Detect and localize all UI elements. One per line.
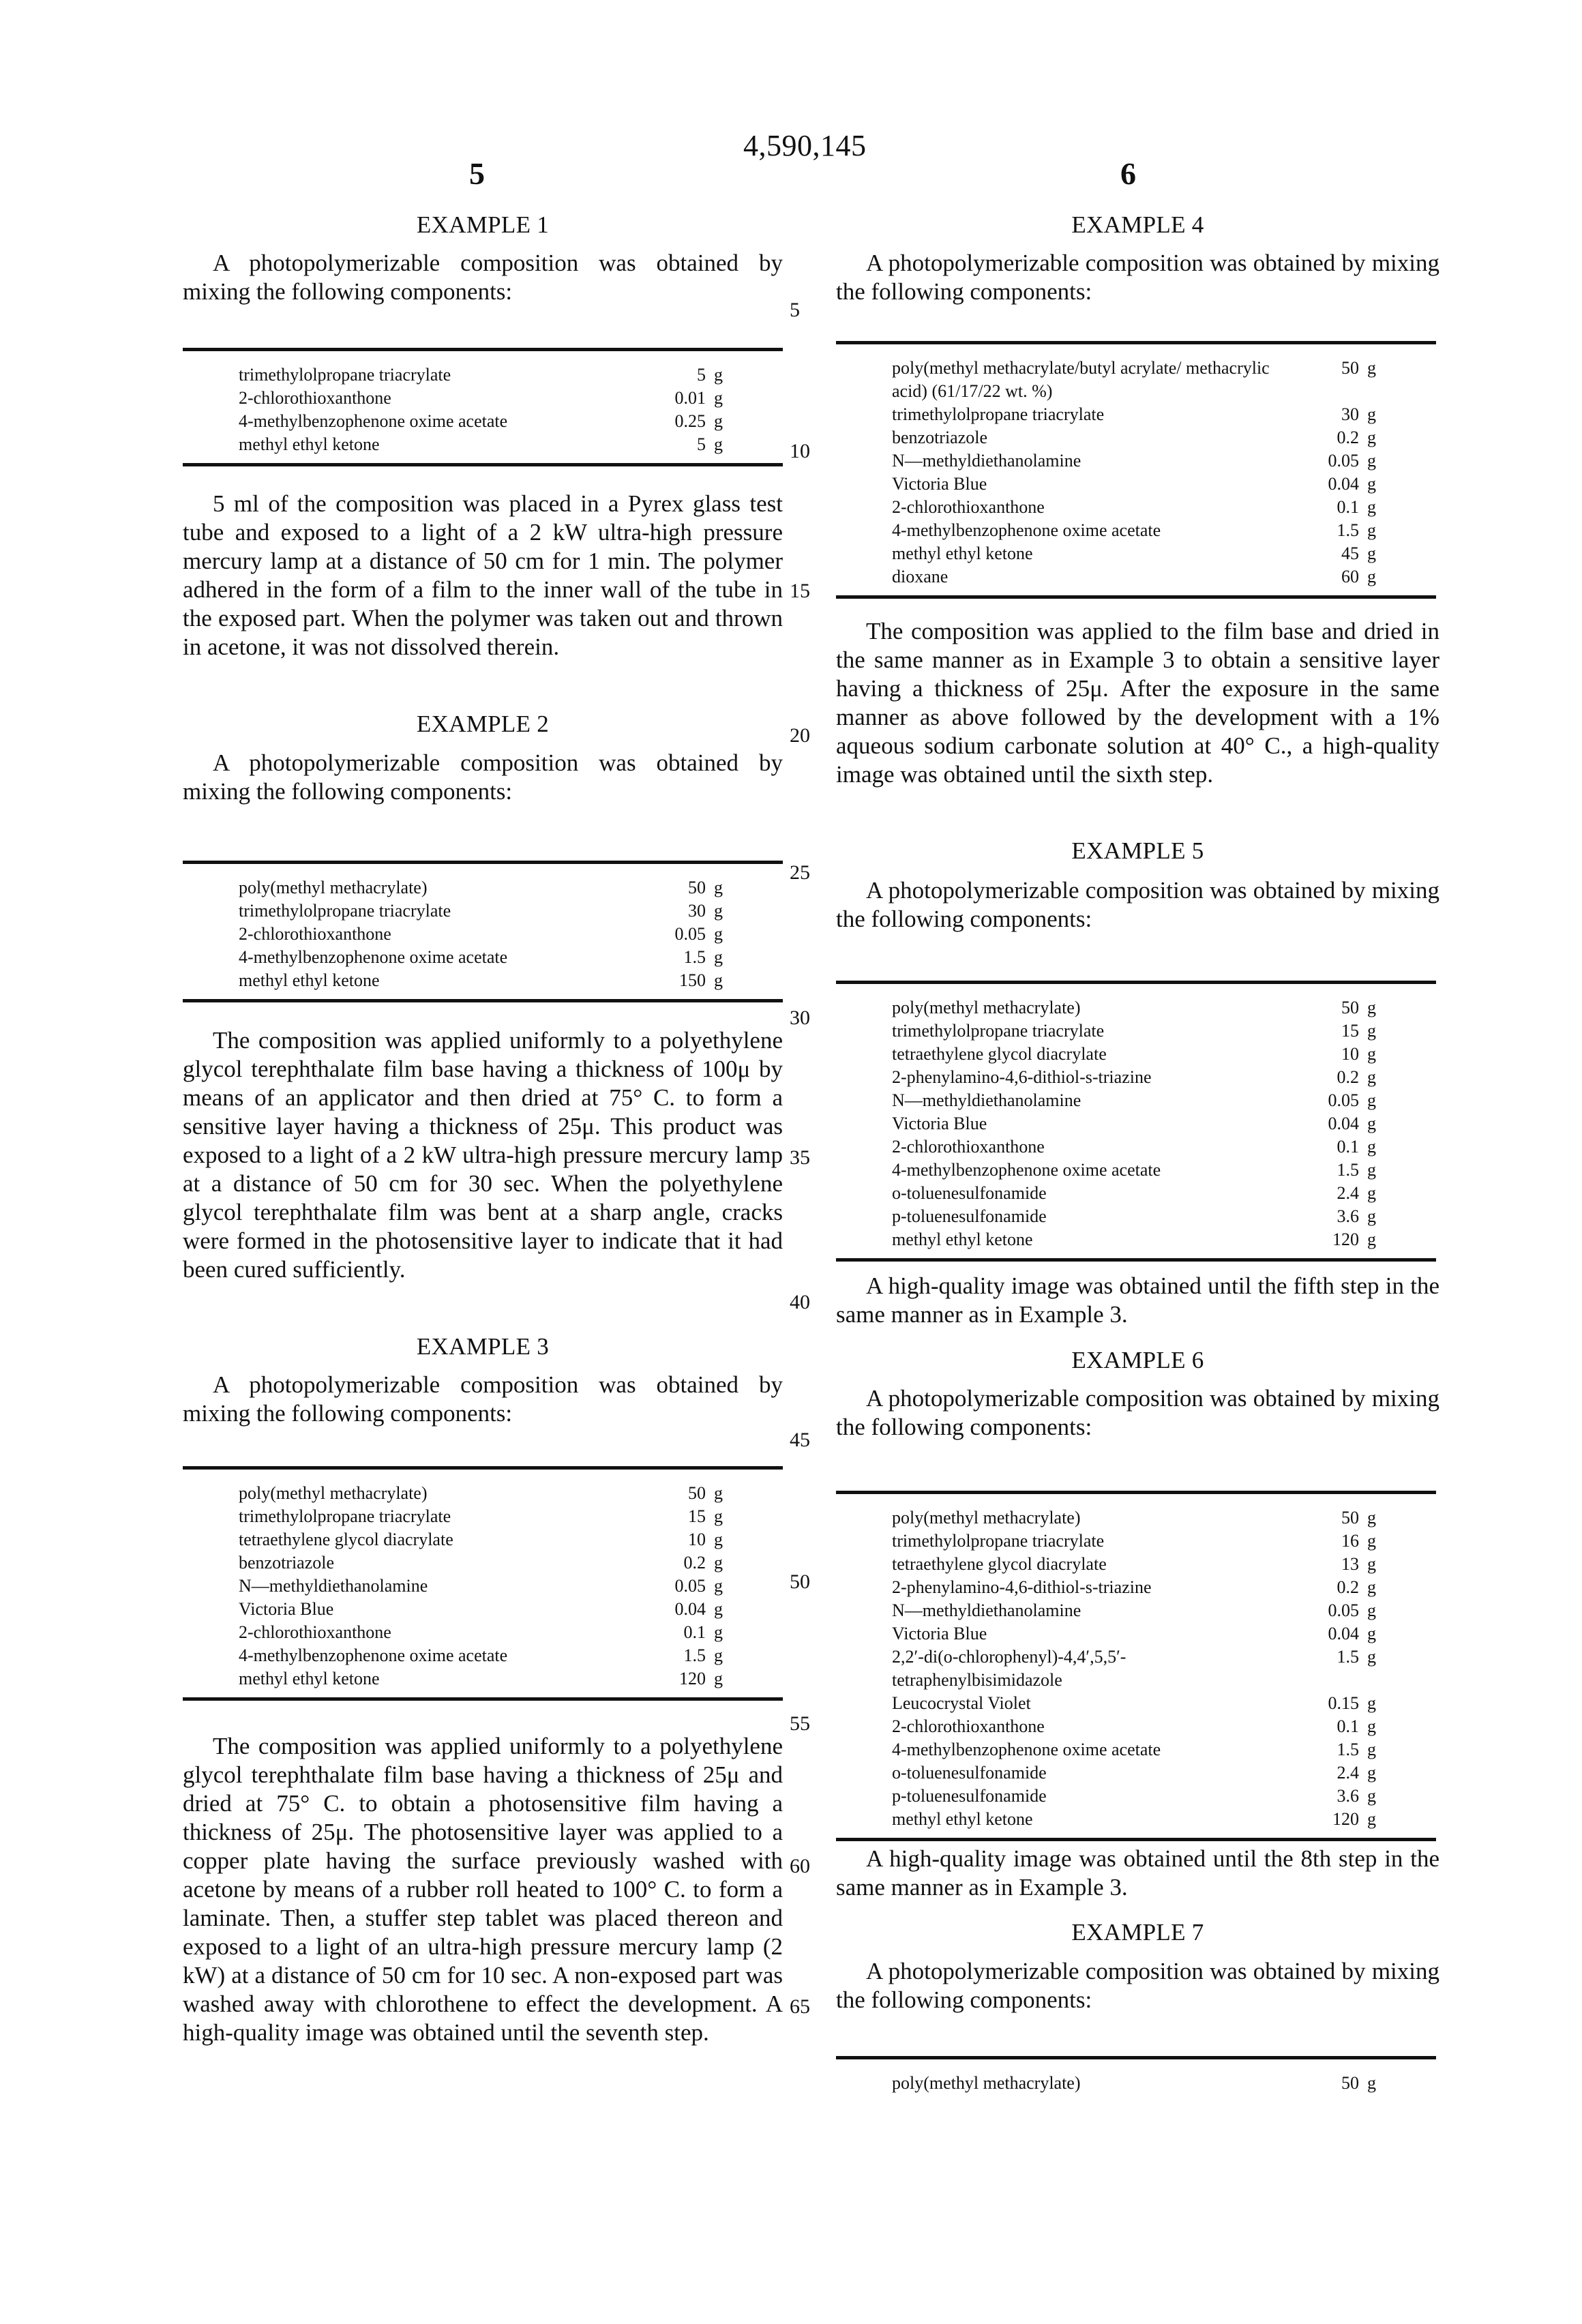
component-unit: g <box>714 388 723 408</box>
component-row <box>183 1505 783 1528</box>
component-unit: g <box>1367 497 1376 517</box>
component-unit: g <box>714 1669 723 1688</box>
component-amount: 50 <box>1341 998 1359 1017</box>
component-row <box>836 1135 1436 1159</box>
component-amount: 120 <box>1332 1809 1359 1829</box>
component-row <box>836 1715 1436 1738</box>
component-amount: 50 <box>1341 358 1359 378</box>
example-intro: A photopolymerizable composition was obtained by mixing the following components: <box>836 250 1439 305</box>
component-row <box>183 946 783 969</box>
component-row <box>836 1089 1436 1112</box>
component-unit: g <box>1367 1021 1376 1041</box>
component-row <box>836 1785 1436 1808</box>
components-table <box>836 981 1436 1262</box>
component-unit: g <box>1367 998 1376 1017</box>
component-row <box>836 426 1436 449</box>
component-name: p-toluenesulfonamide <box>892 1786 1047 1806</box>
component-amount: 0.1 <box>1337 1716 1359 1736</box>
component-name: Victoria Blue <box>892 1114 987 1133</box>
component-row <box>183 363 783 387</box>
component-unit: g <box>714 1530 723 1549</box>
component-amount: 0.04 <box>1328 1114 1359 1133</box>
component-amount: 2.4 <box>1337 1763 1359 1783</box>
component-unit: g <box>1367 543 1376 563</box>
component-unit: g <box>1367 1090 1376 1110</box>
component-name: poly(methyl methacrylate) <box>239 1483 428 1503</box>
component-row <box>836 403 1436 426</box>
component-name: benzotriazole <box>239 1553 335 1573</box>
component-row <box>183 876 783 899</box>
component-name: p-toluenesulfonamide <box>892 1206 1047 1226</box>
component-amount: 3.6 <box>1337 1206 1359 1226</box>
component-row <box>836 1112 1436 1135</box>
component-name: N—methyldiethanolamine <box>892 451 1081 471</box>
component-unit: g <box>714 411 723 431</box>
component-unit: g <box>1367 1508 1376 1528</box>
component-name: 4-methylbenzophenone oxime acetate <box>892 1740 1161 1759</box>
component-name: poly(methyl methacrylate/butyl acrylate/ methacrylic acid) (61/17/22 wt. %) <box>892 358 1270 401</box>
component-amount: 15 <box>1341 1021 1359 1041</box>
component-unit: g <box>714 878 723 897</box>
component-amount: 10 <box>1341 1044 1359 1064</box>
component-name: 2-chlorothioxanthone <box>239 924 391 944</box>
component-name: trimethylolpropane triacrylate <box>892 1021 1105 1041</box>
line-number: 20 <box>790 724 810 747</box>
component-amount: 30 <box>1341 404 1359 424</box>
component-amount: 10 <box>688 1530 706 1549</box>
component-unit: g <box>714 365 723 385</box>
component-unit: g <box>714 1599 723 1619</box>
component-unit: g <box>1367 1114 1376 1133</box>
component-name: trimethylolpropane triacrylate <box>892 404 1105 424</box>
example-intro: A photopolymerizable composition was obtained by mixing the following components: <box>183 749 783 805</box>
example-intro: A photopolymerizable composition was obtained by mixing the following components: <box>836 1958 1439 2013</box>
component-unit: g <box>1367 1740 1376 1759</box>
right-column-number: 6 <box>1120 156 1136 191</box>
component-amount: 0.1 <box>683 1622 706 1642</box>
example-heading: EXAMPLE 7 <box>1071 1919 1204 1946</box>
line-number: 5 <box>790 299 800 321</box>
component-amount: 50 <box>688 878 706 897</box>
component-amount: 50 <box>688 1483 706 1503</box>
component-unit: g <box>1367 1183 1376 1203</box>
component-name: 4-methylbenzophenone oxime acetate <box>892 520 1161 540</box>
component-amount: 150 <box>679 970 706 990</box>
component-amount: 0.04 <box>1328 474 1359 494</box>
component-amount: 0.15 <box>1328 1693 1359 1713</box>
example-heading: EXAMPLE 3 <box>416 1333 550 1360</box>
component-unit: g <box>1367 2073 1376 2093</box>
component-name: trimethylolpropane triacrylate <box>239 1506 451 1526</box>
line-number: 25 <box>790 861 810 884</box>
component-unit: g <box>1367 1716 1376 1736</box>
component-unit: g <box>1367 1577 1376 1597</box>
component-row <box>836 1019 1436 1043</box>
component-amount: 120 <box>1332 1230 1359 1249</box>
component-row <box>836 1506 1436 1530</box>
component-name: benzotriazole <box>892 428 988 447</box>
component-name: N—methyldiethanolamine <box>892 1600 1081 1620</box>
line-number: 50 <box>790 1570 810 1593</box>
example-intro: A photopolymerizable composition was obtained by mixing the following components: <box>836 877 1439 932</box>
component-name: poly(methyl methacrylate) <box>892 1508 1081 1528</box>
component-name: methyl ethyl ketone <box>892 543 1033 563</box>
component-name: dioxane <box>892 567 949 586</box>
component-amount: 1.5 <box>1337 520 1359 540</box>
component-row <box>836 1066 1436 1089</box>
left-column-number: 5 <box>469 156 485 191</box>
component-row <box>836 1738 1436 1761</box>
component-name: methyl ethyl ketone <box>892 1809 1033 1829</box>
component-row <box>836 473 1436 496</box>
component-unit: g <box>1367 1786 1376 1806</box>
component-row <box>836 1808 1436 1831</box>
component-unit: g <box>714 1622 723 1642</box>
component-amount: 50 <box>1341 1508 1359 1528</box>
component-row <box>836 1228 1436 1251</box>
component-unit: g <box>714 901 723 921</box>
line-number: 60 <box>790 1855 810 1877</box>
component-amount: 1.5 <box>683 1645 706 1665</box>
line-number: 65 <box>790 1995 810 2018</box>
line-number: 15 <box>790 580 810 602</box>
component-row <box>836 1159 1436 1182</box>
component-row <box>183 1644 783 1667</box>
component-row <box>836 357 1436 403</box>
component-amount: 0.01 <box>674 388 706 408</box>
component-unit: g <box>1367 1600 1376 1620</box>
component-unit: g <box>714 947 723 967</box>
component-amount: 0.2 <box>1337 1067 1359 1087</box>
component-row <box>836 1645 1436 1692</box>
component-name: tetraethylene glycol diacrylate <box>892 1554 1107 1574</box>
component-amount: 5 <box>697 365 706 385</box>
component-row <box>836 449 1436 473</box>
component-unit: g <box>1367 451 1376 471</box>
component-row <box>183 899 783 923</box>
component-amount: 0.05 <box>1328 1090 1359 1110</box>
example-heading: EXAMPLE 1 <box>416 211 550 238</box>
component-name: tetraethylene glycol diacrylate <box>892 1044 1107 1064</box>
component-unit: g <box>714 970 723 990</box>
component-row <box>836 1599 1436 1622</box>
example-heading: EXAMPLE 2 <box>416 711 550 737</box>
component-amount: 0.05 <box>674 1576 706 1596</box>
component-row <box>183 1575 783 1598</box>
components-table <box>836 341 1436 599</box>
component-amount: 13 <box>1341 1554 1359 1574</box>
component-name: trimethylolpropane triacrylate <box>239 365 451 385</box>
component-unit: g <box>1367 567 1376 586</box>
component-unit: g <box>1367 1554 1376 1574</box>
component-unit: g <box>714 1506 723 1526</box>
component-unit: g <box>1367 1531 1376 1551</box>
component-amount: 0.04 <box>1328 1624 1359 1643</box>
line-number: 55 <box>790 1712 810 1735</box>
component-name: 2-chlorothioxanthone <box>892 497 1045 517</box>
component-name: methyl ethyl ketone <box>239 1669 380 1688</box>
component-name: 2-chlorothioxanthone <box>892 1137 1045 1157</box>
component-name: Victoria Blue <box>239 1599 334 1619</box>
component-row <box>183 1598 783 1621</box>
component-amount: 0.04 <box>674 1599 706 1619</box>
component-row <box>836 1761 1436 1785</box>
component-amount: 0.1 <box>1337 1137 1359 1157</box>
component-row <box>836 1692 1436 1715</box>
component-row <box>183 1482 783 1505</box>
component-unit: g <box>714 924 723 944</box>
component-name: 4-methylbenzophenone oxime acetate <box>239 411 508 431</box>
component-row <box>836 1576 1436 1599</box>
component-unit: g <box>1367 1809 1376 1829</box>
line-number: 45 <box>790 1429 810 1451</box>
example-intro: A photopolymerizable composition was obtained by mixing the following components: <box>183 250 783 305</box>
component-row <box>836 1553 1436 1576</box>
components-table <box>183 1466 783 1701</box>
component-name: tetraethylene glycol diacrylate <box>239 1530 453 1549</box>
component-row <box>183 1551 783 1575</box>
components-table <box>183 861 783 1002</box>
component-row <box>183 923 783 946</box>
example-heading: EXAMPLE 4 <box>1071 211 1204 238</box>
line-number: 10 <box>790 440 810 462</box>
component-name: N—methyldiethanolamine <box>892 1090 1081 1110</box>
component-amount: 1.5 <box>1337 1740 1359 1759</box>
component-name: Leucocrystal Violet <box>892 1693 1031 1713</box>
component-row <box>836 1043 1436 1066</box>
example-result: A high-quality image was obtained until the 8th step in the same manner as in Example 3. <box>836 1845 1439 1901</box>
component-row <box>836 542 1436 565</box>
component-name: 4-methylbenzophenone oxime acetate <box>239 1645 508 1665</box>
component-unit: g <box>714 1645 723 1665</box>
components-table <box>836 2056 1436 2102</box>
component-name: 4-methylbenzophenone oxime acetate <box>239 947 508 967</box>
component-name: N—methyldiethanolamine <box>239 1576 428 1596</box>
component-row <box>183 1528 783 1551</box>
component-row <box>183 969 783 992</box>
example-result: The composition was applied uniformly to a polyethylene glycol terephthalate film base having a thickness of 100μ by means of an applicator and then dried at 75° C. to form a sensitive layer having a thickness of 25μ. This product was exposed to a light of a 2 kW ultra-high pressure mercury lamp at a distance of 50 cm for 30 sec. When the polyethylene glycol terephthalate film was bent at a sharp angle, cracks were formed in the photosensitive layer to indicate that it had been cured sufficiently. <box>183 1027 783 1283</box>
component-row <box>183 387 783 410</box>
component-row <box>836 496 1436 519</box>
component-amount: 0.1 <box>1337 497 1359 517</box>
components-table <box>836 1491 1436 1841</box>
component-unit: g <box>714 434 723 454</box>
component-row <box>836 1182 1436 1205</box>
component-row <box>836 2072 1436 2095</box>
component-row <box>836 996 1436 1019</box>
line-number: 35 <box>790 1146 810 1169</box>
component-amount: 16 <box>1341 1531 1359 1551</box>
component-amount: 120 <box>679 1669 706 1688</box>
component-name: poly(methyl methacrylate) <box>239 878 428 897</box>
component-unit: g <box>1367 474 1376 494</box>
component-row <box>183 410 783 433</box>
component-amount: 1.5 <box>1337 1647 1359 1667</box>
component-unit: g <box>714 1483 723 1503</box>
component-amount: 0.05 <box>674 924 706 944</box>
component-unit: g <box>1367 1160 1376 1180</box>
component-unit: g <box>1367 1763 1376 1783</box>
component-unit: g <box>1367 1137 1376 1157</box>
component-row <box>836 1622 1436 1645</box>
component-amount: 0.05 <box>1328 1600 1359 1620</box>
component-name: 2-chlorothioxanthone <box>239 388 391 408</box>
line-number: 30 <box>790 1007 810 1029</box>
line-number: 40 <box>790 1291 810 1313</box>
example-heading: EXAMPLE 6 <box>1071 1347 1204 1373</box>
component-name: Victoria Blue <box>892 474 987 494</box>
component-unit: g <box>1367 1067 1376 1087</box>
component-name: methyl ethyl ketone <box>892 1230 1033 1249</box>
component-unit: g <box>1367 1206 1376 1226</box>
component-unit: g <box>1367 1693 1376 1713</box>
component-amount: 3.6 <box>1337 1786 1359 1806</box>
component-amount: 45 <box>1341 543 1359 563</box>
component-name: o-toluenesulfonamide <box>892 1183 1047 1203</box>
component-name: trimethylolpropane triacrylate <box>239 901 451 921</box>
component-unit: g <box>1367 1647 1376 1667</box>
component-name: trimethylolpropane triacrylate <box>892 1531 1105 1551</box>
component-amount: 0.2 <box>683 1553 706 1573</box>
component-row <box>183 1621 783 1644</box>
component-amount: 0.2 <box>1337 428 1359 447</box>
component-amount: 50 <box>1341 2073 1359 2093</box>
component-unit: g <box>1367 358 1376 378</box>
patent-number: 4,590,145 <box>743 129 867 162</box>
component-name: poly(methyl methacrylate) <box>892 2073 1081 2093</box>
component-name: o-toluenesulfonamide <box>892 1763 1047 1783</box>
component-amount: 1.5 <box>683 947 706 967</box>
component-amount: 0.2 <box>1337 1577 1359 1597</box>
example-heading: EXAMPLE 5 <box>1071 837 1204 864</box>
component-row <box>836 1205 1436 1228</box>
component-name: 2,2′-di(o-chlorophenyl)-4,4′,5,5′- tetraphenylbisimidazole <box>892 1647 1126 1690</box>
component-row <box>836 565 1436 589</box>
component-amount: 0.25 <box>674 411 706 431</box>
component-unit: g <box>1367 404 1376 424</box>
components-table <box>183 348 783 466</box>
component-row <box>836 1530 1436 1553</box>
component-unit: g <box>714 1576 723 1596</box>
example-result: The composition was applied to the film base and dried in the same manner as in Example 3 to obtain a sensitive layer having a thickness of 25μ. After the exposure in the same manner as above followed by the development with a 1% aqueous sodium carbonate solution at 40° C., a high-quality image was obtained until the sixth step. <box>836 618 1439 788</box>
component-unit: g <box>1367 1624 1376 1643</box>
component-amount: 15 <box>688 1506 706 1526</box>
component-name: 2-chlorothioxanthone <box>892 1716 1045 1736</box>
component-row <box>836 519 1436 542</box>
component-unit: g <box>1367 1230 1376 1249</box>
example-intro: A photopolymerizable composition was obtained by mixing the following components: <box>836 1385 1439 1440</box>
component-name: methyl ethyl ketone <box>239 970 380 990</box>
component-name: methyl ethyl ketone <box>239 434 380 454</box>
component-name: poly(methyl methacrylate) <box>892 998 1081 1017</box>
component-name: 2-phenylamino-4,6-dithiol-s-triazine <box>892 1577 1152 1597</box>
component-unit: g <box>714 1553 723 1573</box>
component-name: 2-phenylamino-4,6-dithiol-s-triazine <box>892 1067 1152 1087</box>
example-result: A high-quality image was obtained until the fifth step in the same manner as in Example 3. <box>836 1272 1439 1328</box>
component-amount: 2.4 <box>1337 1183 1359 1203</box>
component-name: 2-chlorothioxanthone <box>239 1622 391 1642</box>
component-amount: 5 <box>697 434 706 454</box>
component-name: 4-methylbenzophenone oxime acetate <box>892 1160 1161 1180</box>
component-amount: 30 <box>688 901 706 921</box>
component-row <box>183 433 783 456</box>
example-result: The composition was applied uniformly to a polyethylene glycol terephthalate film base having a thickness of 25μ and dried at 75° C. to obtain a photosensitive film having a thickness of 25μ. The photosensitive layer was applied to a copper plate having the surface previously washed with acetone by means of a rubber roll heated to 100° C. to form a laminate. Then, a stuffer step tablet was placed thereon and exposed to a light of an ultra-high pressure mercury lamp (2 kW) at a distance of 50 cm for 10 sec. A non-exposed part was washed away with chlorothene to effect the development. A high-quality image was obtained until the seventh step. <box>183 1733 783 2046</box>
component-name: Victoria Blue <box>892 1624 987 1643</box>
example-intro: A photopolymerizable composition was obtained by mixing the following components: <box>183 1371 783 1427</box>
component-amount: 1.5 <box>1337 1160 1359 1180</box>
component-unit: g <box>1367 1044 1376 1064</box>
example-result: 5 ml of the composition was placed in a Pyrex glass test tube and exposed to a light of a 2 kW ultra-high pressure mercury lamp at a distance of 50 cm for 1 min. The polymer adhered in the form of a film to the inner wall of the tube in the exposed part. When the polymer was taken out and thrown in acetone, it was not dissolved therein. <box>183 490 783 660</box>
component-amount: 60 <box>1341 567 1359 586</box>
component-row <box>183 1667 783 1690</box>
component-amount: 0.05 <box>1328 451 1359 471</box>
component-unit: g <box>1367 520 1376 540</box>
component-unit: g <box>1367 428 1376 447</box>
